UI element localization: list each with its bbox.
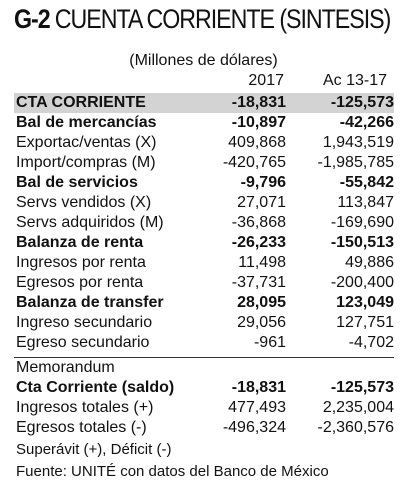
page-title [14,4,390,35]
value-2017: -26,233 [231,234,286,251]
row-label: Exportac/ventas (X) [16,134,157,151]
value-2017: -37,731 [231,274,286,291]
legend-note: Superávit (+), Déficit (-) [16,441,172,458]
value-2017: -18,831 [231,94,286,111]
row-label: Ingreso secundario [16,314,153,331]
column-header-2017: 2017 [248,72,284,89]
value-accumulated: -125,573 [330,94,394,111]
memo-table [14,378,394,438]
value-2017: 27,071 [237,194,286,211]
value-2017: -420,765 [222,154,286,171]
table-row [14,418,394,438]
table-row [14,313,394,333]
row-label: Egresos por renta [16,274,144,291]
table-row [14,193,394,213]
row-label: Bal de servicios [16,174,138,191]
value-accumulated: 1,943,519 [322,134,394,151]
table-row [14,93,394,113]
value-2017: -18,831 [231,379,286,396]
table-row [14,273,394,293]
value-2017: 477,493 [228,399,286,416]
table-row [14,113,394,133]
table-row [14,253,394,273]
value-accumulated: 123,049 [336,294,394,311]
row-label: Servs vendidos (X) [16,194,152,211]
value-accumulated: 2,235,004 [322,399,394,416]
units-label: (Millones de dólares) [129,52,278,69]
value-accumulated: -150,513 [330,234,394,251]
value-2017: 409,868 [228,134,286,151]
memo-label: Memorandum [16,359,115,376]
row-label: CTA CORRIENTE [16,94,146,111]
table-row [14,233,394,253]
value-accumulated: 127,751 [336,314,394,331]
table-row [14,398,394,418]
table-row [14,213,394,233]
row-label: Cta Corriente (saldo) [16,379,175,396]
source-note: Fuente: UNITÉ con datos del Banco de México [16,463,329,480]
value-accumulated: -2,360,576 [317,419,394,436]
value-accumulated: -1,985,785 [317,154,394,171]
value-accumulated: -42,266 [339,114,394,131]
value-accumulated: -4,702 [348,334,394,351]
value-accumulated: -55,842 [339,174,394,191]
table-row [14,173,394,193]
main-table [14,93,394,353]
row-label: Balanza de renta [16,234,144,251]
row-label: Bal de mercancías [16,114,157,131]
table-row [14,293,394,313]
value-2017: 29,056 [237,314,286,331]
row-label: Ingresos totales (+) [16,399,154,416]
value-accumulated: 49,886 [345,254,394,271]
value-2017: 11,498 [238,254,286,271]
value-2017: -10,897 [231,114,286,131]
column-header-accumulated: Ac 13-17 [322,72,387,89]
title-text: CUENTA CORRIENTE (SINTESIS) [54,4,391,34]
table-row [14,333,394,353]
value-accumulated: 113,847 [337,194,394,211]
row-label: Import/compras (M) [16,154,156,171]
table-row [14,378,394,398]
value-2017: -9,796 [240,174,286,191]
value-accumulated: -125,573 [330,379,394,396]
table-row [14,133,394,153]
row-label: Balanza de transfer [16,294,164,311]
row-label: Egreso secundario [16,334,150,351]
row-label: Ingresos por renta [16,254,146,271]
row-label: Egresos totales (-) [16,419,147,436]
value-accumulated: -200,400 [330,274,394,291]
row-label: Servs adquiridos (M) [16,214,164,231]
figure-code: G-2 [14,4,50,34]
value-2017: 28,095 [237,294,286,311]
value-2017: -36,868 [231,214,286,231]
value-accumulated: -169,690 [330,214,394,231]
value-2017: -961 [253,334,286,351]
table-row [14,153,394,173]
value-2017: -496,324 [222,419,286,436]
